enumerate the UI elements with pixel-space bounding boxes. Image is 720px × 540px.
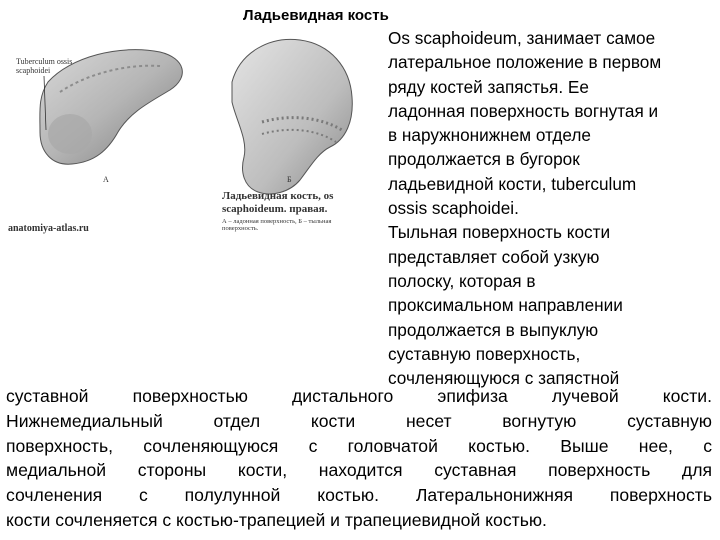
text-line: полоску, которая в — [388, 270, 536, 291]
caption-line-3: А – ладонная поверхность, Б – тыльная — [222, 218, 332, 225]
text-line: ладонная поверхность вогнутая и — [388, 100, 659, 121]
text-line: ряду костей запястья. Ее — [388, 76, 589, 97]
text-line: в наружнонижнем отделе — [388, 125, 591, 146]
text-line: сочленяющуюся с запястной — [388, 368, 620, 389]
description-column — [388, 26, 714, 390]
text-line: суставной поверхностью дистального эпифиза лучевой кости. — [6, 386, 712, 406]
bone-view-b — [232, 39, 352, 194]
text-line: Нижнемедиальный отдел кости несет вогнутую суставную — [6, 410, 712, 431]
text-line: проксимальном направлении — [388, 295, 623, 316]
text-line: ossis scaphoidei. — [388, 198, 519, 219]
text-line: поверхность, сочленяющуюся с головчатой костью. Выше нее, с — [6, 435, 712, 456]
text-line: Os scaphoideum, занимает самое — [388, 28, 656, 48]
bone-view-a — [40, 50, 183, 165]
text-line: ладьевидной кости, tuberculum — [388, 173, 637, 194]
text-line: Тыльная поверхность кости — [388, 222, 611, 243]
text-line: суставную поверхность, — [388, 343, 581, 364]
text-line: представляет собой узкую — [388, 246, 600, 267]
caption-line-1: Ладьевидная кость, os — [222, 190, 334, 202]
watermark-text: anatomiya-atlas.ru — [8, 223, 89, 234]
label-a: А — [103, 175, 109, 184]
continuation-paragraph — [6, 384, 712, 533]
tuberculum-label-2: scaphoidei — [16, 66, 51, 75]
text-line: кости сочленяется с костью-трапецией и трапециевидной костью. — [6, 509, 547, 530]
scaphoid-bone-figure — [0, 22, 380, 252]
caption-line-2: scaphoideum. правая. — [222, 203, 328, 215]
text-line: продолжается в выпуклую — [388, 319, 599, 340]
page-title: Ладьевидная кость — [243, 7, 389, 24]
tuberculum-label-1: Tuberculum ossis — [16, 57, 73, 66]
text-line: сочленения с полулунной костью. Латеральнонижняя поверхность — [6, 485, 712, 506]
caption-line-4: поверхность. — [222, 225, 259, 232]
text-line: латеральное положение в первом — [388, 52, 662, 73]
label-b: Б — [287, 175, 292, 184]
text-line: медиальной стороны кости, находится суставная поверхность для — [6, 460, 712, 481]
text-line: продолжается в бугорок — [388, 149, 580, 170]
